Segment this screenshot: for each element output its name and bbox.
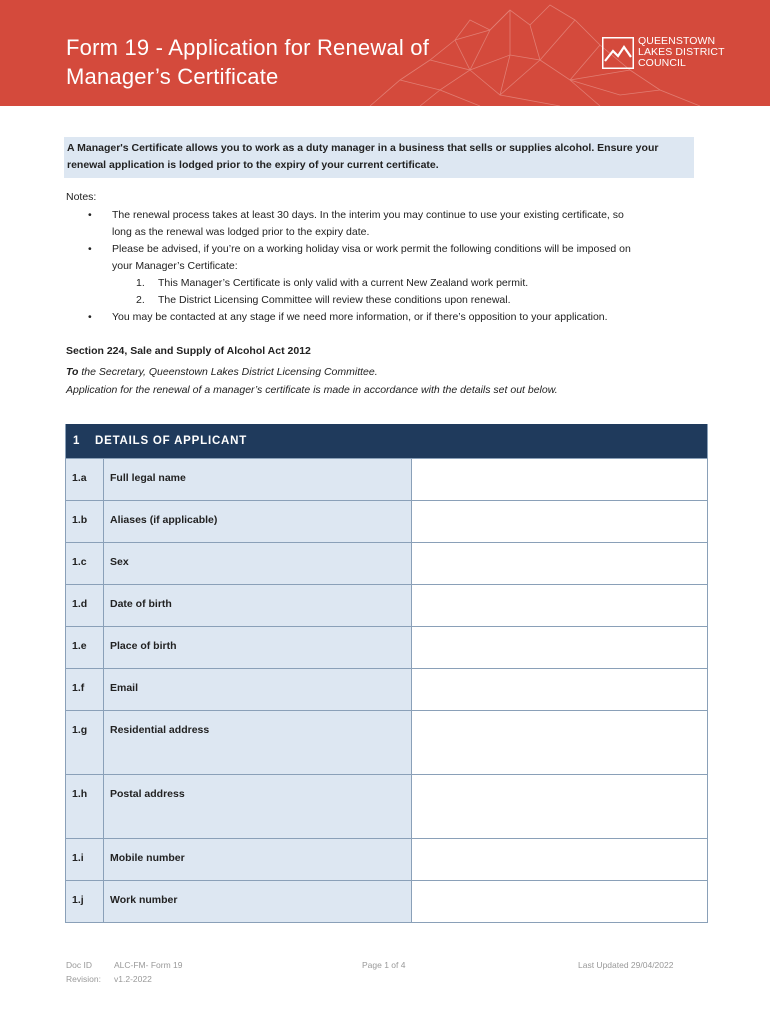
row-id: 1.i	[66, 839, 104, 880]
table-row	[66, 668, 707, 710]
header-banner	[0, 0, 770, 106]
logo-wordmark	[638, 36, 725, 69]
table-row	[66, 626, 707, 668]
subitem-number: 1.	[136, 277, 145, 289]
row-label: Date of birth	[104, 585, 412, 626]
intro-line1: A Manager's Certificate allows you to work as a duty manager in a business that sells or supplies alcohol. Ensure your	[67, 142, 659, 154]
bullet-icon: •	[88, 209, 92, 221]
aliases-field[interactable]	[412, 501, 707, 542]
row-id: 1.j	[66, 881, 104, 922]
bullet-icon: •	[88, 243, 92, 255]
note-text: your Manager’s Certificate:	[112, 260, 238, 272]
doc-id-value: ALC-FM- Form 19	[114, 960, 183, 970]
row-label: Mobile number	[104, 839, 412, 880]
last-updated: Last Updated 29/04/2022	[578, 960, 674, 970]
note-item	[66, 309, 706, 326]
intro-line2: renewal application is lodged prior to the expiry of your current certificate.	[67, 159, 439, 171]
doc-id-label: Doc ID	[66, 960, 92, 970]
email-field[interactable]	[412, 669, 707, 710]
addressee-text: the Secretary, Queenstown Lakes District Licensing Committee.	[78, 366, 378, 378]
addressee-prefix: To	[66, 366, 79, 378]
row-label: Work number	[104, 881, 412, 922]
row-label: Residential address	[104, 711, 412, 774]
residential-address-field[interactable]	[412, 711, 707, 774]
footer-doc-info	[66, 958, 182, 986]
note-text: You may be contacted at any stage if we need more information, or if there’s opposition to your application.	[112, 311, 608, 323]
note-text: long as the renewal was lodged prior to the expiry date.	[112, 226, 370, 238]
row-label: Postal address	[104, 775, 412, 838]
mobile-number-field[interactable]	[412, 839, 707, 880]
notes-label: Notes:	[66, 191, 97, 203]
row-id: 1.d	[66, 585, 104, 626]
full-legal-name-field[interactable]	[412, 459, 707, 500]
table-row	[66, 584, 707, 626]
note-subitem	[66, 292, 706, 309]
work-number-field[interactable]	[412, 881, 707, 922]
row-id: 1.f	[66, 669, 104, 710]
date-of-birth-field[interactable]	[412, 585, 707, 626]
note-subitem	[66, 275, 706, 292]
table-row	[66, 838, 707, 880]
table-row	[66, 542, 707, 584]
subitem-text: This Manager’s Certificate is only valid with a current New Zealand work permit.	[158, 277, 529, 289]
table-section-header	[66, 424, 707, 458]
applicant-details-table	[65, 424, 708, 923]
legislation-reference: Section 224, Sale and Supply of Alcohol Act 2012	[66, 345, 311, 357]
row-id: 1.c	[66, 543, 104, 584]
addressee-line	[66, 366, 378, 378]
notes-list	[66, 207, 706, 326]
table-row	[66, 710, 707, 774]
row-label: Email	[104, 669, 412, 710]
note-text: Please be advised, if you’re on a working holiday visa or work permit the following conditions will be imposed on	[112, 243, 631, 255]
row-label: Full legal name	[104, 459, 412, 500]
mountain-logo-icon	[602, 37, 634, 69]
bullet-icon: •	[88, 311, 92, 323]
row-id: 1.b	[66, 501, 104, 542]
table-row	[66, 774, 707, 838]
subitem-number: 2.	[136, 294, 145, 306]
form-title-line1: Form 19 - Application for Renewal of	[66, 35, 430, 60]
row-label: Aliases (if applicable)	[104, 501, 412, 542]
table-row	[66, 880, 707, 922]
subitem-text: The District Licensing Committee will review these conditions upon renewal.	[158, 294, 511, 306]
place-of-birth-field[interactable]	[412, 627, 707, 668]
logo-line3: COUNCIL	[638, 57, 686, 69]
revision-value: v1.2-2022	[114, 974, 152, 984]
logo-line2: LAKES DISTRICT	[638, 46, 725, 58]
revision-label: Revision:	[66, 974, 101, 984]
postal-address-field[interactable]	[412, 775, 707, 838]
section-number: 1	[73, 435, 81, 447]
sex-field[interactable]	[412, 543, 707, 584]
section-title: DETAILS OF APPLICANT	[95, 435, 248, 447]
row-id: 1.g	[66, 711, 104, 774]
intro-box	[64, 137, 694, 178]
note-item	[66, 241, 706, 275]
page-number: Page 1 of 4	[362, 960, 406, 970]
row-id: 1.a	[66, 459, 104, 500]
table-row	[66, 458, 707, 500]
logo-line1: QUEENSTOWN	[638, 35, 716, 47]
note-item	[66, 207, 706, 241]
row-id: 1.e	[66, 627, 104, 668]
form-title	[66, 33, 429, 91]
application-statement: Application for the renewal of a manager’s certificate is made in accordance with the details set out below.	[66, 384, 558, 396]
row-label: Place of birth	[104, 627, 412, 668]
row-id: 1.h	[66, 775, 104, 838]
row-label: Sex	[104, 543, 412, 584]
table-row	[66, 500, 707, 542]
council-logo	[602, 36, 742, 72]
note-text: The renewal process takes at least 30 days. In the interim you may continue to use your existing certificate, so	[112, 209, 624, 221]
form-title-line2: Manager’s Certificate	[66, 64, 279, 89]
